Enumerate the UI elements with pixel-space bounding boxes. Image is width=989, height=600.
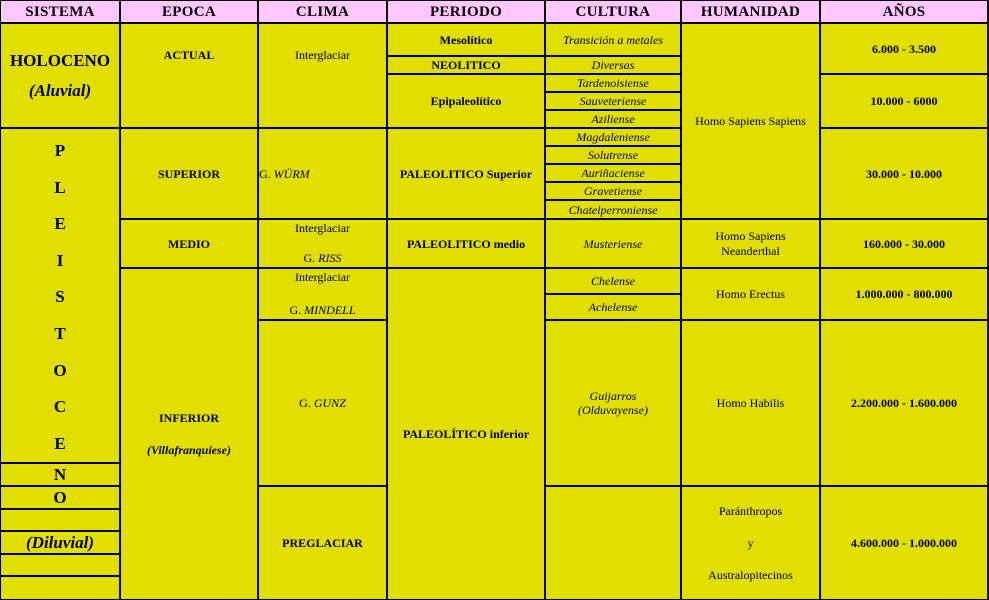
epoca-superior-label: SUPERIOR xyxy=(157,166,220,181)
anos-row7-cell xyxy=(821,487,987,599)
anos-row6-cell xyxy=(821,321,987,485)
neolitico-label: NEOLITICO xyxy=(431,58,501,72)
cultura-empty-cell xyxy=(546,487,680,599)
anos-r1-label: 6.000 - 3.500 xyxy=(872,41,936,56)
header-periodo-label: PERIODO xyxy=(429,3,503,20)
g-label: G. xyxy=(299,396,311,410)
header-clima-label: CLIMA xyxy=(295,3,350,20)
cultura-aziliense-cell xyxy=(546,111,680,127)
sistema-diluvial-cell xyxy=(1,532,119,553)
periodo-paleolitico-superior-cell xyxy=(388,129,544,218)
sapiens-sapiens-label: Homo Sapiens Sapiens xyxy=(695,114,806,128)
homo-sapiens-label: Homo Sapiens xyxy=(715,228,786,243)
clima-preglaciar-cell xyxy=(259,487,386,599)
pleistoceno-letter: E xyxy=(54,433,66,453)
cultura-musteriense-cell xyxy=(546,220,680,267)
epoca-inferior-cell xyxy=(121,269,257,599)
humanidad-sapiens-sapiens-cell xyxy=(682,24,819,218)
pleistoceno-letter: P xyxy=(54,141,66,161)
holoceno-label: HOLOCENO xyxy=(9,50,111,70)
sistema-empty-cell xyxy=(1,510,119,530)
header-clima xyxy=(259,1,386,22)
aziliense-label: Aziliense xyxy=(591,112,635,126)
pleistoceno-letter: C xyxy=(53,397,67,417)
olduvayense-label: (Olduvayense) xyxy=(578,403,648,417)
pleistoceno-letter: S xyxy=(55,287,65,307)
epoca-actual-cell xyxy=(121,24,257,127)
clima-riss-text xyxy=(304,251,342,265)
header-epoca-label: EPOCA xyxy=(162,3,216,20)
periodo-paleolitico-medio-cell xyxy=(388,220,544,267)
clima-interglaciar-cell xyxy=(259,24,386,127)
g-label: G. xyxy=(303,251,316,265)
cultura-chatelperroniense-cell xyxy=(546,201,680,218)
solutrense-label: Solutrense xyxy=(587,148,639,162)
paleolitico-inferior-label: PALEOLÍTICO inferior xyxy=(402,427,530,441)
cultura-tardenoisiense-cell xyxy=(546,75,680,91)
conjunction-label: y xyxy=(747,536,754,550)
sistema-holoceno-cell xyxy=(1,24,119,127)
sistema-empty-cell xyxy=(1,577,119,599)
clima-gunz-cell xyxy=(259,321,386,485)
header-cultura-label: CULTURA xyxy=(575,3,651,20)
epoca-actual-label: ACTUAL xyxy=(163,48,215,62)
diluvial-label: (Diluvial) xyxy=(26,532,94,552)
epoca-inferior-label: INFERIOR xyxy=(158,411,219,425)
riss-label: RISS xyxy=(318,251,342,265)
header-epoca xyxy=(121,1,257,22)
humanidad-australopitecinos-cell xyxy=(682,487,819,599)
habilis-label: Homo Habilis xyxy=(716,396,785,410)
anos-row2-cell xyxy=(821,75,987,127)
neanderthal-label: Neanderthal xyxy=(721,243,780,258)
cultura-magdaleniense-cell xyxy=(546,129,680,145)
clima-interglaciar-label: Interglaciar xyxy=(294,270,351,284)
header-humanidad-label: HUMANIDAD xyxy=(700,3,801,20)
cultura-transicion-cell xyxy=(546,24,680,55)
paranthropos-label: Paránthropos xyxy=(718,504,783,518)
guijarros-label: Guijarros xyxy=(589,389,637,403)
achelense-label: Achelense xyxy=(588,300,638,314)
aluvial-label: (Aluvial) xyxy=(28,80,92,100)
clima-riss-cell xyxy=(259,220,386,267)
gunz-label: GUNZ xyxy=(313,396,346,410)
pleistoceno-letter: E xyxy=(54,214,66,234)
clima-mindell-cell xyxy=(259,269,386,319)
anos-r7-label: 4.600.000 - 1.000.000 xyxy=(851,536,957,550)
musteriense-label: Musteriense xyxy=(583,236,643,251)
clima-interglaciar-label: Interglaciar xyxy=(294,48,351,62)
humanidad-erectus-cell xyxy=(682,269,819,319)
auriñaciense-label: Auriñaciense xyxy=(581,166,645,180)
periodo-paleolitico-inferior-cell xyxy=(388,269,544,599)
header-anos-label: AÑOS xyxy=(882,3,926,20)
pleistoceno-letter: O xyxy=(53,487,67,507)
anos-row1-cell xyxy=(821,24,987,73)
g-label: G. xyxy=(259,166,271,181)
epoca-medio-cell xyxy=(121,220,257,267)
sistema-empty-cell xyxy=(1,555,119,575)
cultura-auriñaciense-cell xyxy=(546,165,680,181)
clima-mindell-text xyxy=(289,303,355,317)
clima-gunz-text xyxy=(299,396,346,410)
humanidad-neanderthal-cell xyxy=(682,220,819,267)
anos-r4-label: 160.000 - 30.000 xyxy=(863,236,945,251)
g-label: G. xyxy=(289,303,302,317)
header-sistema-label: SISTEMA xyxy=(25,3,95,20)
pleistoceno-letter: O xyxy=(53,360,67,380)
header-humanidad xyxy=(682,1,819,22)
anos-r2-label: 10.000 - 6000 xyxy=(870,94,938,108)
cultura-solutrense-cell xyxy=(546,147,680,163)
mindell-label: MINDELL xyxy=(304,303,356,317)
paleolitico-medio-label: PALEOLITICO medio xyxy=(406,236,526,251)
anos-r5-label: 1.000.000 - 800.000 xyxy=(855,287,953,301)
clima-interglaciar-label: Interglaciar xyxy=(294,221,351,235)
sistema-letter-n-cell xyxy=(1,464,119,485)
sauveteriense-label: Sauveteriense xyxy=(579,94,647,108)
clima-wurm-cell xyxy=(259,129,386,218)
tardenoisiense-label: Tardenoisiense xyxy=(577,76,649,90)
cultura-diversas-cell xyxy=(546,57,680,73)
erectus-label: Homo Erectus xyxy=(716,287,785,301)
periodo-neolitico-cell xyxy=(388,57,544,73)
header-periodo xyxy=(388,1,544,22)
preglaciar-label: PREGLACIAR xyxy=(282,536,363,550)
mesolitico-label: Mesolítico xyxy=(439,32,493,47)
header-cultura xyxy=(546,1,680,22)
header-anos xyxy=(821,1,987,22)
periodo-mesolitico-cell xyxy=(388,24,544,55)
epoca-medio-label: MEDIO xyxy=(168,236,210,251)
anos-row3-cell xyxy=(821,129,987,218)
transicion-label: Transición a metales xyxy=(562,32,663,47)
anos-r3-label: 30.000 - 10.000 xyxy=(866,166,942,181)
magdaleniense-label: Magdaleniense xyxy=(576,130,650,144)
sistema-pleistoceno-cell xyxy=(1,129,119,462)
chatelperroniense-label: Chatelperroniense xyxy=(568,202,658,217)
cultura-gravetiense-cell xyxy=(546,183,680,199)
humanidad-habilis-cell xyxy=(682,321,819,485)
pleistoceno-letter: T xyxy=(54,324,66,343)
pleistoceno-letter: I xyxy=(56,250,64,270)
epipaleolitico-label: Epipaleolítico xyxy=(430,94,502,108)
cultura-sauveteriense-cell xyxy=(546,93,680,109)
diversas-label: Diversas xyxy=(591,58,635,72)
anos-r6-label: 2.200.000 - 1.600.000 xyxy=(851,396,957,410)
cultura-chelense-cell xyxy=(546,269,680,293)
cultura-achelense-cell xyxy=(546,295,680,319)
anos-row5-cell xyxy=(821,269,987,319)
wurm-label: WÜRM xyxy=(273,166,310,181)
gravetiense-label: Gravetiense xyxy=(584,184,642,198)
sistema-letter-o-cell xyxy=(1,487,119,508)
villafranquiese-label: (Villafranquiese) xyxy=(146,443,231,457)
header-sistema xyxy=(1,1,119,22)
anos-row4-cell xyxy=(821,220,987,267)
pleistoceno-letter: L xyxy=(54,177,66,197)
periodo-epipaleolitico-cell xyxy=(388,75,544,127)
epoca-superior-cell xyxy=(121,129,257,218)
paleolitico-superior-label: PALEOLITICO Superior xyxy=(399,166,533,181)
australopitecinos-label: Australopitecinos xyxy=(708,568,793,582)
clima-wurm-text xyxy=(259,167,310,181)
cultura-guijarros-cell xyxy=(546,321,680,485)
chelense-label: Chelense xyxy=(591,274,635,288)
pleistoceno-letter: N xyxy=(53,464,67,484)
